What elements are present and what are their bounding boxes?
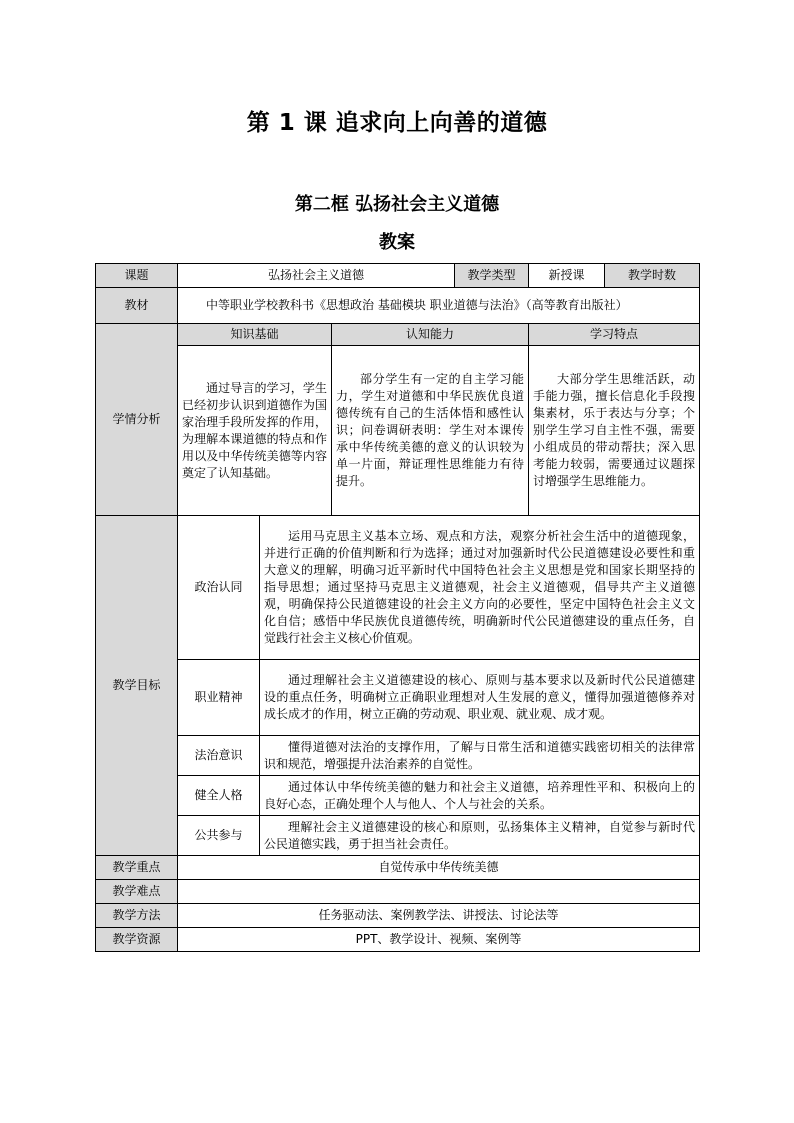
goal-name: 健全人格 <box>178 776 260 816</box>
goal-name: 法治意识 <box>178 736 260 776</box>
analysis-label: 学情分析 <box>96 324 178 516</box>
section-title: 第二框 弘扬社会主义道德 <box>294 194 500 215</box>
teaching-type-label: 教学类型 <box>455 264 529 288</box>
teaching-hours-label: 教学时数 <box>605 264 700 288</box>
row-goal-4 <box>96 776 700 816</box>
goal-text: 通过理解社会主义道德建设的核心、原则与基本要求以及新时代公民道德建设的重点任务，明确树立正确职业理想对人生发展的意义，懂得加强道德修养对成长成才的作用，树立正确的劳动观、职业观、就业观、成才观。 <box>260 660 700 736</box>
row-goal-5 <box>96 816 700 856</box>
goal-text: 懂得道德对法治的支撑作用，了解与日常生活和道德实践密切相关的法律常识和规范，增强提升法治素养的自觉性。 <box>260 736 700 776</box>
key-point-value: 自觉传承中华传统美德 <box>178 856 700 880</box>
teaching-type-value: 新授课 <box>529 264 605 288</box>
row-difficulty <box>96 880 700 904</box>
row-method <box>96 904 700 928</box>
goal-name: 公共参与 <box>178 816 260 856</box>
difficulty-value <box>178 880 700 904</box>
topic-value: 弘扬社会主义道德 <box>178 264 455 288</box>
analysis-col-knowledge-head: 知识基础 <box>178 324 332 346</box>
goal-name: 政治认同 <box>178 516 260 660</box>
analysis-col-learning-head: 学习特点 <box>529 324 700 346</box>
doc-type-title: 教案 <box>379 232 415 253</box>
textbook-label: 教材 <box>96 288 178 324</box>
lesson-plan-table <box>95 263 700 952</box>
analysis-knowledge-text: 通过导言的学习，学生已经初步认识到道德作为国家治理手段所发挥的作用，为理解本课道德的特点和作用以及中华传统美德等内容奠定了认知基础。 <box>178 346 332 516</box>
resource-label: 教学资源 <box>96 928 178 952</box>
row-analysis-head <box>96 324 700 346</box>
difficulty-label: 教学难点 <box>96 880 178 904</box>
goal-text: 理解社会主义道德建设的核心和原则，弘扬集体主义精神，自觉参与新时代公民道德实践，勇于担当社会责任。 <box>260 816 700 856</box>
lesson-title: 第 1 课 追求向上向善的道德 <box>246 110 548 136</box>
row-resource <box>96 928 700 952</box>
analysis-col-cognition-head: 认知能力 <box>332 324 529 346</box>
method-value: 任务驱动法、案例教学法、讲授法、讨论法等 <box>178 904 700 928</box>
row-goal-1 <box>96 516 700 660</box>
topic-label: 课题 <box>96 264 178 288</box>
row-goal-3 <box>96 736 700 776</box>
row-key-point <box>96 856 700 880</box>
resource-value: PPT、教学设计、视频、案例等 <box>178 928 700 952</box>
key-point-label: 教学重点 <box>96 856 178 880</box>
goal-name: 职业精神 <box>178 660 260 736</box>
goals-label: 教学目标 <box>96 516 178 856</box>
analysis-learning-text: 大部分学生思维活跃，动手能力强，擅长信息化手段搜集素材，乐于表达与分享；个别学生学习自主性不强，需要小组成员的带动帮扶；深入思考能力较弱，需要通过议题探讨增强学生思维能力。 <box>529 346 700 516</box>
method-label: 教学方法 <box>96 904 178 928</box>
row-textbook <box>96 288 700 324</box>
textbook-value: 中等职业学校教科书《思想政治 基础模块 职业道德与法治》（高等教育出版社） <box>178 288 700 324</box>
row-goal-2 <box>96 660 700 736</box>
analysis-cognition-text: 部分学生有一定的自主学习能力，学生对道德和中华民族优良道德传统有自己的生活体悟和感性认识；问卷调研表明：学生对本课传承中华传统美德的意义的认识较为单一片面，辩证理性思维能力有待提升。 <box>332 346 529 516</box>
row-analysis-body <box>96 346 700 516</box>
goal-text: 运用马克思主义基本立场、观点和方法，观察分析社会生活中的道德现象，并进行正确的价值判断和行为选择；通过对加强新时代公民道德建设必要性和重大意义的理解，明确习近平新时代中国特色社会主义思想是党和国家长期坚持的指导思想；通过坚持马克思主义道德观，社会主义道德观，倡导共产主义道德观，明确保持公民道德建设的社会主义方向的必要性，坚定中国特色社会主义文化自信；感悟中华民族优良道德传统，明确新时代公民道德建设的重点任务，自觉践行社会主义核心价值观。 <box>260 516 700 660</box>
goal-text: 通过体认中华传统美德的魅力和社会主义道德，培养理性平和、积极向上的良好心态，正确处理个人与他人、个人与社会的关系。 <box>260 776 700 816</box>
row-topic <box>96 264 700 288</box>
